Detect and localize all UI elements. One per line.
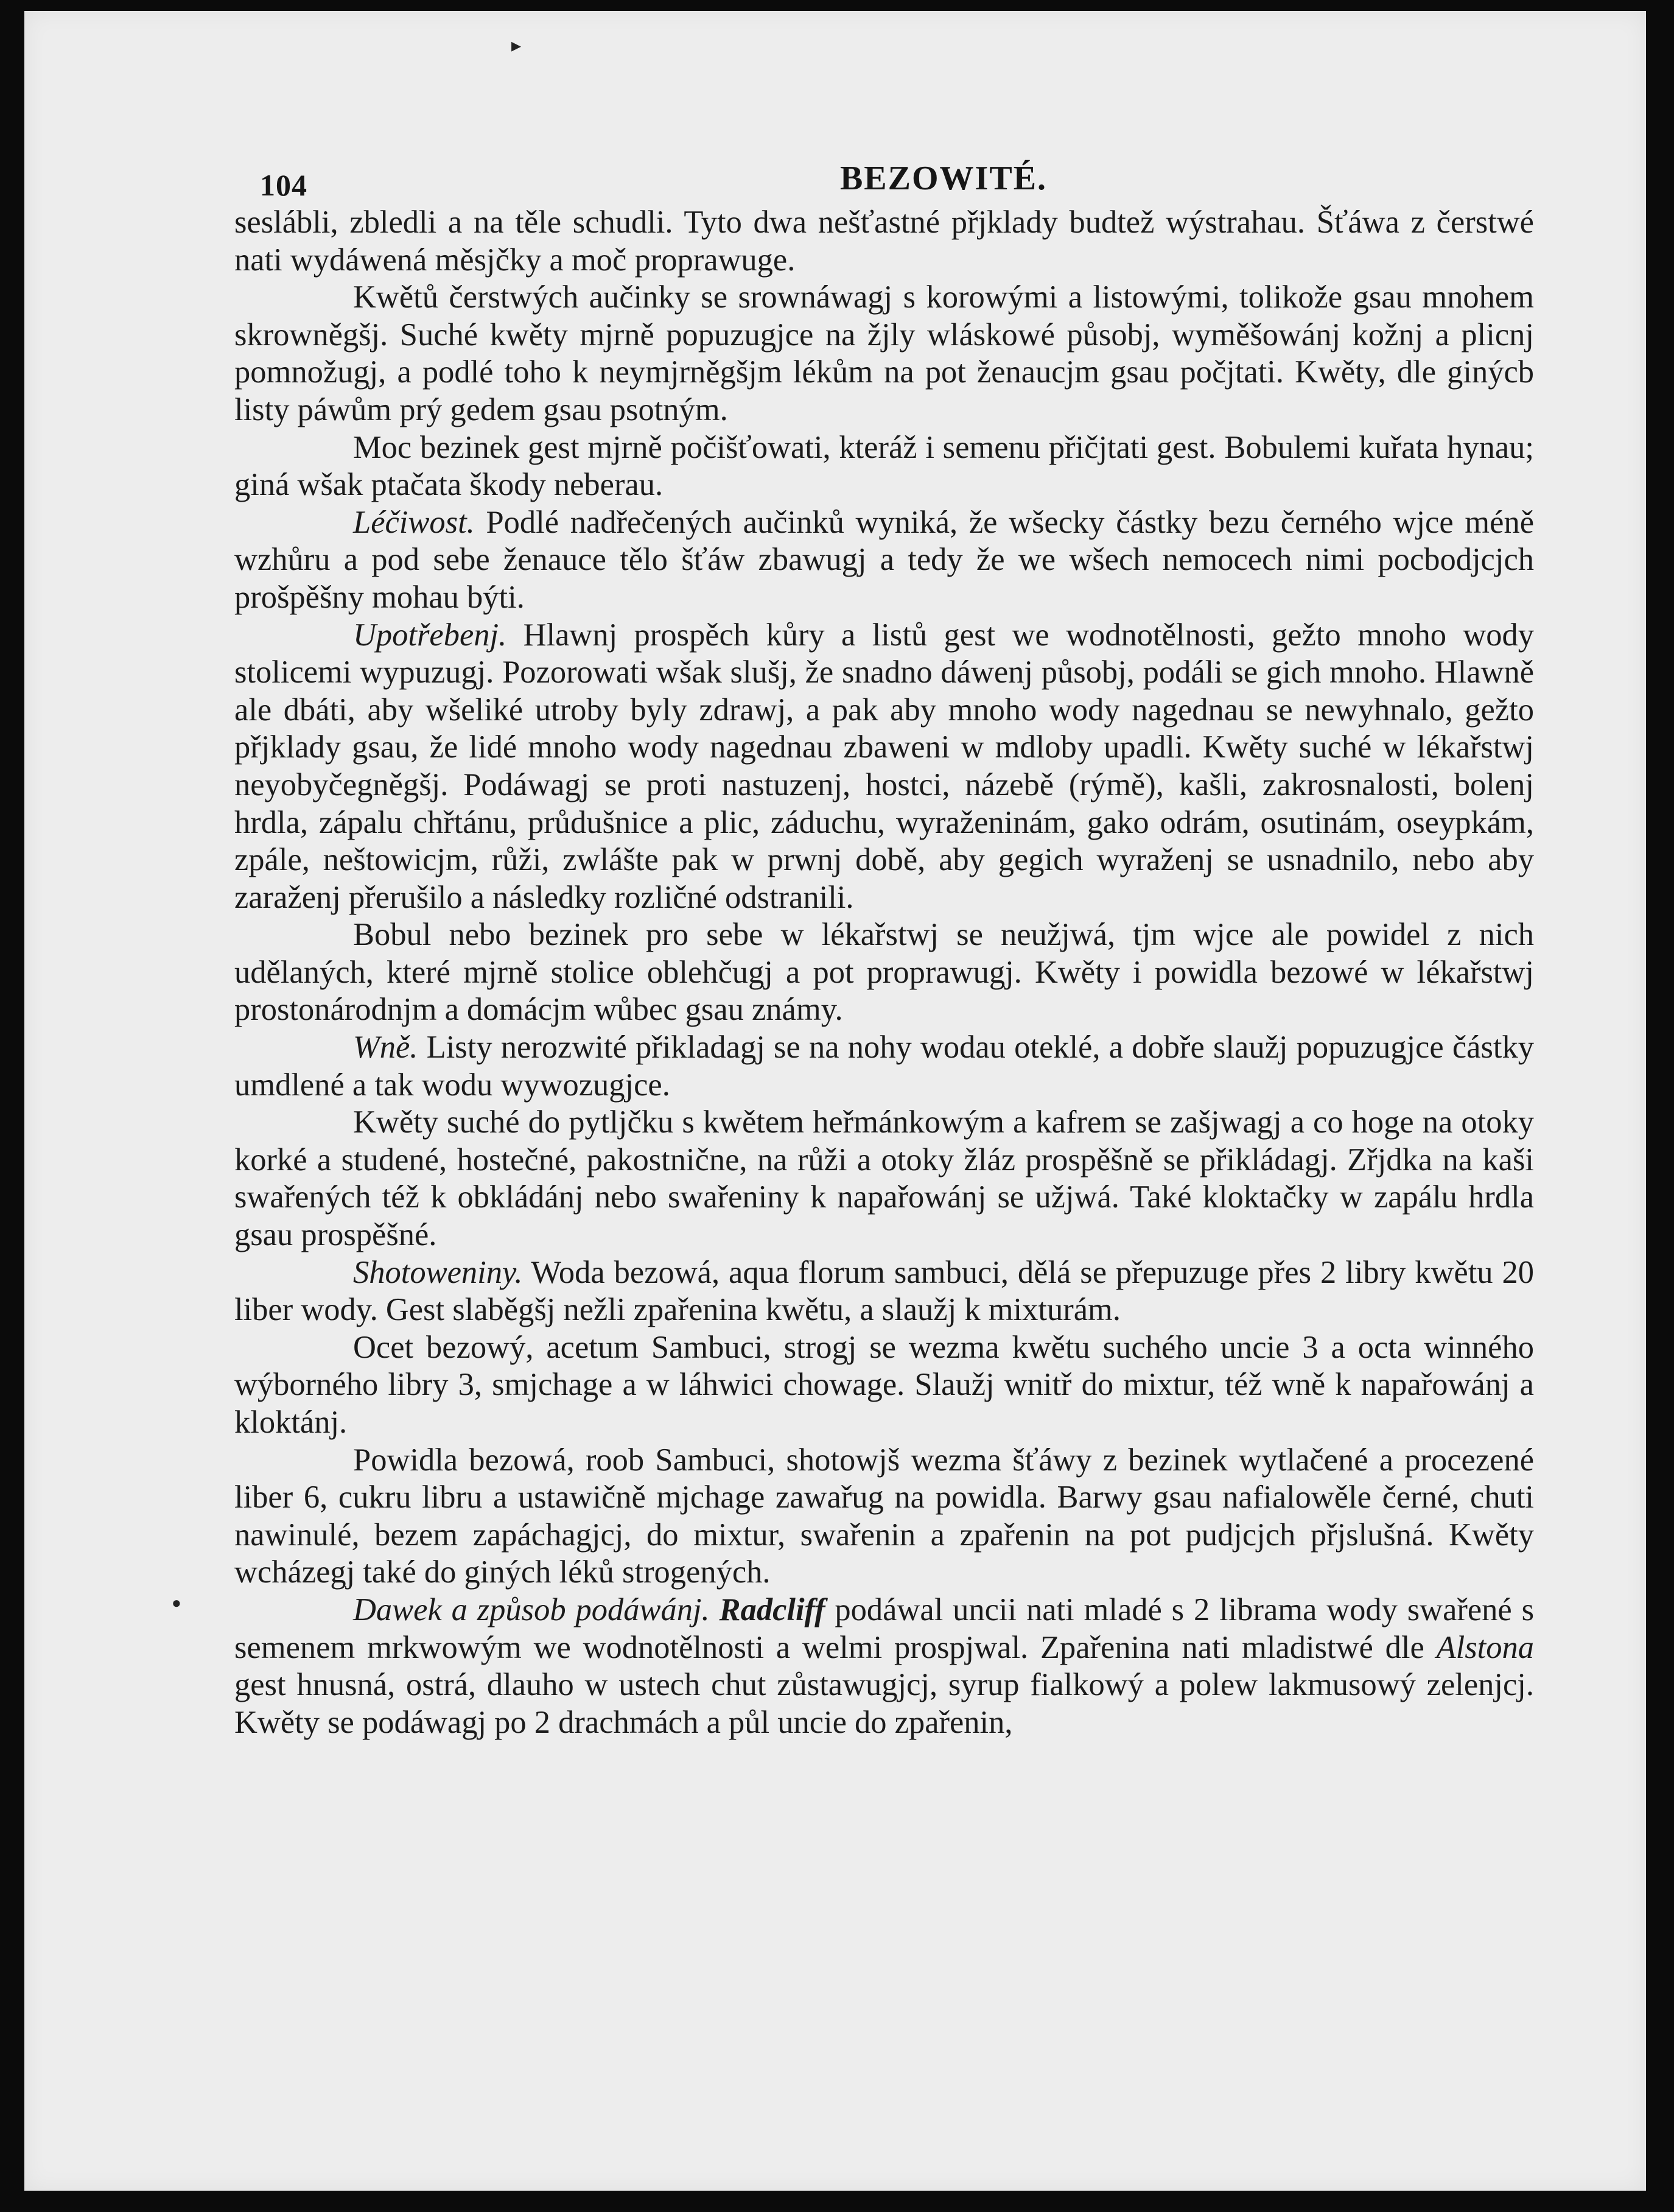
paragraph-text: Bobul nebo bezinek pro sebe w lékařstwj se neužjwá, tjm wjce ale powidel z nich udělaných, které mjrně stolice oblehčugj a pot proprawugj. Kwěty i powidla bezowé w lékařstwj prostonárodnjm a domácjm wůbec gsau známy. [234,917,1534,1028]
paragraph-text: Powidla bezowá, roob Sambuci, shotowjš wezma šťáwy z bezinek wytlačené a procezené liber 6, cukru libru a ustawičně mjchage zawařug na powidla. Barwy gsau nafialowěle černé, chuti nawinulé, bezem zapáchagjcj, do mixtur, swařenin a zpařenin na pot pudjcjch přjslušná. Kwěty wcházegj také do giných léků strogených. [234,1442,1534,1590]
section-lead-upotrebenj: Upotřebenj. [353,617,507,653]
page-header [234,154,1586,209]
page-number: 104 [260,168,307,202]
paragraph-text: podáwal uncii nati mladé s 2 librama wody swařené s semenem mrkwowým we wodnotělnosti a welmi prospjwal. Zpařenina nati mladistwé dle [234,1592,1535,1665]
paragraph-kwety-suche [234,1104,1534,1254]
section-lead-wne: Wně. [353,1030,418,1066]
paragraph-moc-bezinek [234,429,1534,504]
author-name-alstona: Alstona [1436,1629,1534,1665]
paragraph-text: Ocet bezowý, acetum Sambuci, strogj se wezma kwětu suchého uncie 3 a octa winného wýborného libry 3, smjchage a w láhwici chowage. Slaužj wnitř do mixtur, též wně k napařowánj a kloktánj. [234,1329,1534,1440]
author-name-radcliff: Radcliff [719,1592,825,1627]
stray-ink-dot: ● [172,1594,181,1612]
paragraph-dawek [234,1592,1534,1741]
section-lead-leciwost: Léčiwost. [353,504,475,540]
section-lead-shotoweniny: Shotoweniny. [353,1254,523,1290]
paragraph-text: Moc bezinek gest mjrně počišťowati, kteráž i semenu přičjtati gest. Bobulemi kuřata hynau; giná wšak ptačata škody neberau. [234,429,1534,503]
paragraph-text: seslábli, zbledli a na těle schudli. Tyto dwa nešťastné přjklady budtež wýstrahau. Šťáwa z čerstwé nati wydáwená měsjčky a moč proprawuge. [234,205,1534,278]
paragraph-text: Hlawnj prospěch kůry a listů gest we wodnotělnosti, gežto mnoho wody stolicemi wypuzugj. Pozorowati wšak slušj, že snadno dáwenj působj, podáli se gich mnoho. Hlawně ale dbáti, aby wšeliké utroby byly zdrawj, a pak aby mnoho wody nagednau se newyhnalo, gežto přjklady gsau, že lidé mnoho wody nagednau zbaweni w mdloby upadli. Kwěty suché w lékařstwj neyobyčegněgšj. Podáwagj se proti nastuzenj, hostci, názebě (rýmě), kašli, zakrosnalosti, bolenj hrdla, zápalu chřtánu, průdušnice a plic, záduchu, wyraženinám, gako odrám, osutinám, oseypkám, zpále, neštowicjm, růži, zwlášte pak w prwnj době, aby gegich wyraženj se usnadnilo, nebo aby zaraženj přerušilo a následky rozličné odstranili. [234,617,1534,915]
paragraph-text: Podlé nadřečených aučinků wyniká, že wšecky částky bezu černého wjce méně wzhůru a pod sebe ženauce tělo šťáw zbawugj a tedy že we wšech nemocech nimi pocbodjcjch prošpěšny mohau býti. [234,504,1534,615]
paragraph-wne [234,1029,1534,1104]
paragraph-ocet [234,1329,1534,1442]
body-text [234,204,1534,1741]
running-title: BEZOWITÉ. [839,160,1048,197]
paragraph-text: Woda bezowá, aqua florum sambuci, dělá se přepuzuge přes 2 libry kwětu 20 liber wody. Gest slaběgšj nežli zpařenina kwětu, a slaužj k mixturám. [234,1254,1534,1328]
section-lead-dawek: Dawek a způsob podáwánj. [353,1592,710,1627]
paragraph-upotrebenj [234,617,1534,917]
paragraph-text: Listy nerozwité přikladagj se na nohy wodau oteklé, a dobře slaužj popuzugjce částky umdlené a tak wodu wywozugjce. [234,1030,1534,1103]
paragraph-text: Kwětů čerstwých aučinky se srownáwagj s korowými a listowými, tolikože gsau mnohem skrowněgšj. Suché kwěty mjrně popuzugjce na žjly wláskowé působj, wyměšowánj kožnj a plicnj pomnožugj, a podlé toho k neymjrněgšjm lékům na pot ženaucjm gsau počjtati. Kwěty, dle ginýcb listy páwům prý gedem gsau psotným. [234,279,1534,427]
paragraph-text-after: gest hnusná, ostrá, dlauho w ustech chut zůstawugjcj, syrup fialkowý a polew lakmusowý zelenjcj. Kwěty se podáwagj po 2 drachmách a půl uncie do zpařenin, [234,1667,1534,1740]
paragraph-continued [234,204,1534,279]
paragraph-text: Kwěty suché do pytljčku s kwětem heřmánkowým a kafrem se zašjwagj a co hoge na otoky korké a studené, hostečné, pakostnične, na růži a otoky žláz prospěšně se přikládagj. Zřjdka na kaši swařených též k obkládánj nebo swařeniny k napařowánj se užjwá. Také kloktačky w zapálu hrdla gsau prospěšné. [234,1104,1534,1253]
stray-ink-mark: ▸ [511,34,522,56]
paragraph-bobul [234,916,1534,1029]
paragraph-leciwost [234,504,1534,617]
paragraph-shotoweniny [234,1254,1534,1329]
paragraph-kwety-aucinky [234,279,1534,429]
paragraph-powidla [234,1442,1534,1592]
